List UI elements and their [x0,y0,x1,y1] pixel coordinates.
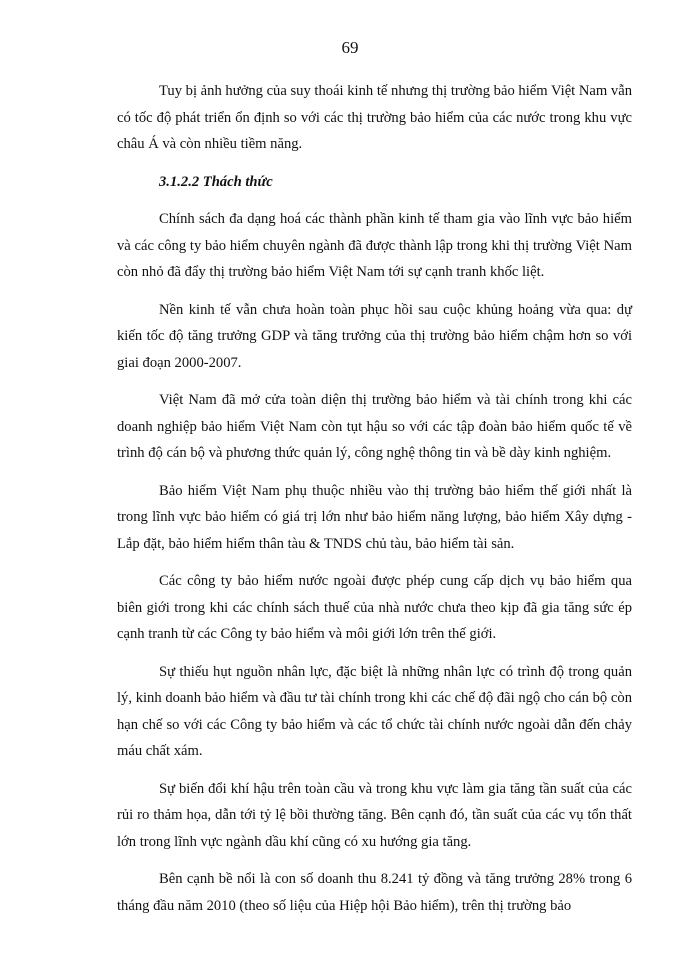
intro-paragraph: Tuy bị ảnh hưởng của suy thoái kinh tế nhưng thị trường bảo hiểm Việt Nam vẫn có tốc độ phát triển ổn định so với các thị trường bảo hiểm của các nước trong khu vực châu Á và còn nhiều tiềm năng. [117,83,632,152]
paragraph-climate-change: Sự biến đổi khí hậu trên toàn cầu và trong khu vực làm gia tăng tần suất của các rủi ro thảm họa, dẫn tới tỷ lệ bồi thường tăng. Bên cạnh đó, tần suất của các vụ tổn thất lớn trong lĩnh vực ngành dầu khí cũng có xu hướng gia tăng. [117,780,632,850]
paragraph-reinsurance-dependence: Bảo hiểm Việt Nam phụ thuộc nhiều vào thị trường bảo hiểm thế giới nhất là trong lĩnh vực bảo hiểm có giá trị lớn như bảo hiểm năng lượng, bảo hiểm Xây dựng - Lắp đặt, bảo hiểm hiểm thân tàu & TNDS chủ tàu, bảo hiểm tài sản. [117,482,632,552]
paragraph-market-opening: Việt Nam đã mở cửa toàn diện thị trường bảo hiểm và tài chính trong khi các doanh nghiệp bảo hiểm Việt Nam còn tụt hậu so với các tập đoàn bảo hiểm quốc tế về trình độ cán bộ và phương thức quản lý, công nghệ thông tin và bề dày kinh nghiệm. [117,392,632,461]
paragraph-revenue: Bên cạnh bề nổi là con số doanh thu 8.241 tỷ đồng và tăng trưởng 28% trong 6 tháng đầu năm 2010 (theo số liệu của Hiệp hội Bảo hiểm), trên thị trường bảo [117,871,632,914]
paragraph-economy-recovery: Nền kinh tế vẫn chưa hoàn toàn phục hồi sau cuộc khủng hoảng vừa qua: dự kiến tốc độ tăng trưởng GDP và tăng trưởng của thị trường bảo hiểm chậm hơn so với giai đoạn 2000-2007. [117,301,632,371]
paragraph-policy-diversification: Chính sách đa dạng hoá các thành phần kinh tế tham gia vào lĩnh vực bảo hiểm và các công ty bảo hiểm chuyên ngành đã được thành lập trong khi thị trường Việt Nam còn nhỏ đã đẩy thị trường bảo hiểm Việt Nam tới sự cạnh tranh khốc liệt. [117,211,632,280]
page-number: 69 [341,38,359,57]
document-body [117,78,632,930]
paragraph-human-resources: Sự thiếu hụt nguồn nhân lực, đặc biệt là những nhân lực có trình độ trong quản lý, kinh doanh bảo hiểm và đầu tư tài chính trong khi các chế độ đãi ngộ cho cán bộ còn hạn chế so với các Công ty bảo hiểm và các tổ chức tài chính nước ngoài dẫn đến chảy máu chất xám. [117,663,632,759]
section-heading: 3.1.2.2 Thách thức [159,173,273,190]
paragraph-foreign-competition: Các công ty bảo hiểm nước ngoài được phép cung cấp dịch vụ bảo hiểm qua biên giới trong khi các chính sách thuế của nhà nước chưa theo kịp đã gia tăng sức ép cạnh tranh từ các Công ty bảo hiểm và môi giới lớn trên thế giới. [117,573,632,642]
